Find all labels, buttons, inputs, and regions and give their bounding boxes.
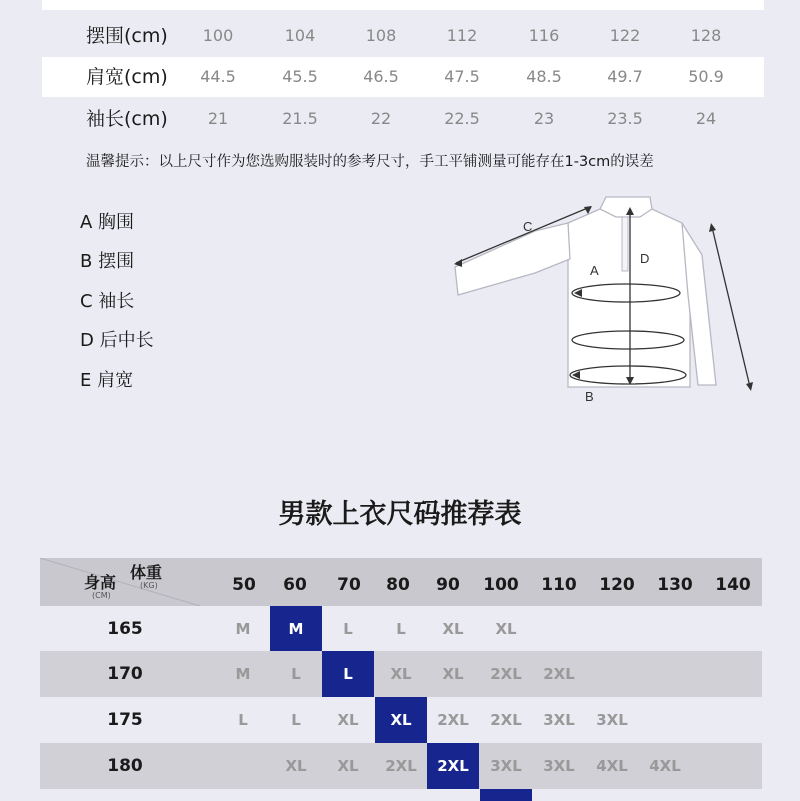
diagram-label-d: D	[640, 251, 650, 266]
size-cell: M	[235, 665, 251, 683]
size-cell: 47.5	[444, 67, 480, 86]
size-row-label: 摆围(cm)	[86, 25, 168, 47]
size-cell: L	[396, 620, 406, 638]
size-row-divider	[42, 0, 764, 10]
height-header: 身高	[84, 573, 117, 592]
row-height-label: 180	[107, 756, 143, 776]
size-cell: 24	[695, 109, 717, 128]
measurement-note: 温馨提示：以上尺寸作为您选购服装时的参考尺寸，手工平铺测量可能存在1-3cm的误差	[86, 154, 654, 170]
size-cell: 2XL	[490, 665, 522, 683]
jacket-left-sleeve	[455, 223, 570, 295]
legend-item-hem: B 摆围	[80, 251, 135, 272]
size-cell: 128	[690, 26, 722, 45]
recommended-size-cell: 2XL	[427, 743, 479, 789]
size-row-label: 袖长(cm)	[86, 108, 168, 130]
size-cell: 108	[365, 26, 397, 45]
size-cell: 23	[533, 109, 555, 128]
size-cell: 2XL	[437, 711, 469, 729]
size-cell: 23.5	[607, 109, 643, 128]
size-cell: 112	[446, 26, 478, 45]
size-cell: 3XL	[543, 711, 575, 729]
size-row-hem	[42, 16, 764, 56]
legend-item-shoulder: E 肩宽	[80, 370, 134, 391]
size-cell: XL	[442, 620, 464, 638]
table-row	[40, 651, 762, 697]
size-cell: 122	[609, 26, 641, 45]
size-cell: XL	[390, 665, 412, 683]
size-cell: L	[291, 665, 301, 683]
diagram-label-b: B	[585, 389, 594, 404]
table-row	[40, 606, 762, 652]
size-cell: L	[238, 711, 248, 729]
side-length-line	[712, 227, 750, 387]
row-height-label: 165	[107, 619, 143, 639]
size-cell: 3XL	[596, 711, 628, 729]
size-cell: XL	[337, 757, 359, 775]
size-cell: 104	[284, 26, 316, 45]
legend-item-chest: A 胸围	[80, 212, 135, 233]
diagram-label-a: A	[590, 263, 599, 278]
weight-unit: (KG)	[140, 581, 158, 590]
size-cell: L	[291, 711, 301, 729]
size-cell: 45.5	[282, 67, 318, 86]
weight-col: 110	[541, 575, 577, 595]
recommended-size-cell: L	[322, 651, 374, 697]
size-cell: 3XL	[490, 757, 522, 775]
height-unit: (CM)	[92, 591, 111, 600]
size-cell: 116	[528, 26, 560, 45]
weight-col: 70	[337, 575, 361, 595]
size-cell: 49.7	[607, 67, 643, 86]
jacket-body	[568, 207, 690, 387]
recommended-size-cell: XL	[375, 697, 427, 743]
size-cell: 44.5	[200, 67, 236, 86]
size-cell: 2XL	[385, 757, 417, 775]
weight-col: 120	[599, 575, 635, 595]
table-header	[40, 558, 762, 606]
size-cell: 4XL	[596, 757, 628, 775]
weight-col: 90	[436, 575, 460, 595]
size-row-shoulder	[42, 57, 764, 97]
recommended-size-cell: M	[270, 606, 322, 652]
size-row-label: 肩宽(cm)	[86, 66, 168, 88]
size-cell: 100	[202, 26, 234, 45]
row-height-label: 170	[107, 664, 143, 684]
size-cell: XL	[285, 757, 307, 775]
size-cell: 3XL	[543, 757, 575, 775]
diagram-label-c: C	[523, 219, 533, 234]
weight-col: 140	[715, 575, 751, 595]
size-cell: 2XL	[543, 665, 575, 683]
weight-col: 80	[386, 575, 410, 595]
table-row	[40, 743, 762, 789]
size-cell: 48.5	[526, 67, 562, 86]
size-cell: XL	[337, 711, 359, 729]
size-cell: 21.5	[282, 109, 318, 128]
size-cell: 4XL	[649, 757, 681, 775]
size-cell: 22.5	[444, 109, 480, 128]
weight-header: 体重	[130, 563, 163, 582]
legend-item-back-length: D 后中长	[80, 330, 154, 351]
size-cell: M	[235, 620, 251, 638]
size-row-sleeve	[42, 99, 764, 139]
weight-col: 60	[283, 575, 307, 595]
legend-item-sleeve: C 袖长	[80, 291, 135, 312]
zipper	[622, 217, 628, 271]
table-row	[40, 697, 762, 743]
weight-col: 50	[232, 575, 256, 595]
size-cell: 50.9	[688, 67, 724, 86]
size-cell: 46.5	[363, 67, 399, 86]
size-cell: 2XL	[490, 711, 522, 729]
size-cell: XL	[495, 620, 517, 638]
size-cell: L	[343, 620, 353, 638]
weight-col: 130	[657, 575, 693, 595]
weight-col: 100	[483, 575, 519, 595]
size-cell: 21	[207, 109, 229, 128]
recommended-size-cell	[480, 789, 532, 801]
size-cell: 22	[370, 109, 392, 128]
recommendation-title: 男款上衣尺码推荐表	[278, 499, 522, 530]
header-diagonal	[40, 558, 200, 606]
size-cell: XL	[442, 665, 464, 683]
jacket-diagram	[440, 195, 770, 410]
row-height-label: 175	[107, 710, 143, 730]
